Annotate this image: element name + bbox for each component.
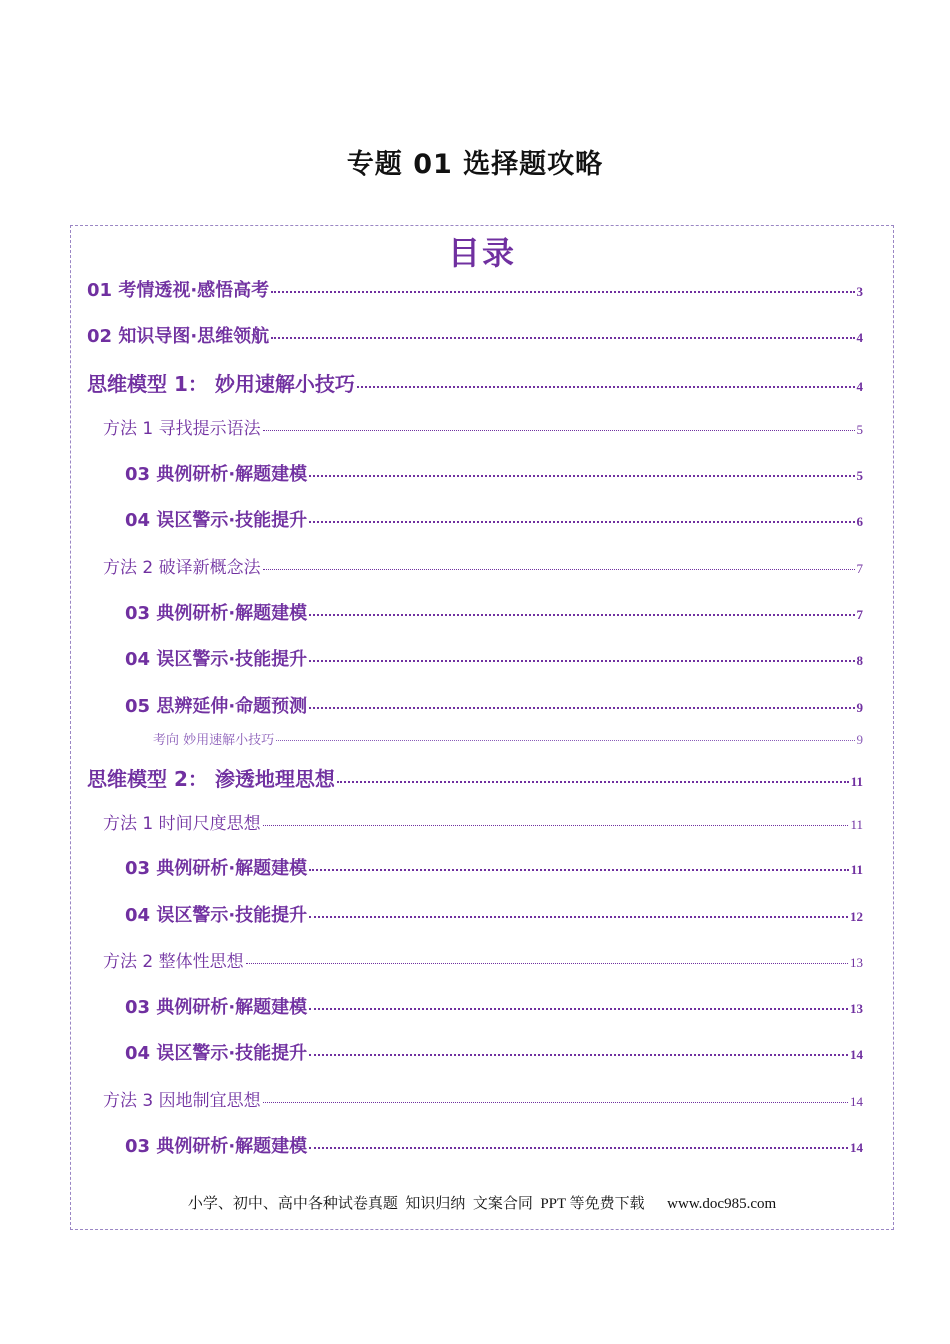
toc-leader-dots	[309, 1147, 848, 1149]
toc-entry-label: 方法 1 时间尺度思想	[103, 814, 261, 834]
toc-page-number: 14	[850, 1140, 863, 1155]
toc-entry-label: 05 思辨延伸·命题预测	[125, 696, 308, 717]
toc-entry[interactable]	[125, 599, 863, 625]
toc-page-number: 9	[856, 732, 863, 747]
toc-leader-dots	[309, 660, 854, 662]
toc-entry-label: 方法 3 因地制宜思想	[103, 1091, 261, 1111]
toc-entry[interactable]	[125, 1039, 863, 1065]
toc-entry-label: 03 典例研析·解题建模	[125, 858, 308, 879]
toc-leader-dots	[309, 869, 849, 871]
toc-leader-dots	[263, 430, 855, 431]
toc-entry[interactable]	[125, 993, 863, 1019]
footer-text: 小学、初中、高中各种试卷真题 知识归纳 文案合同 PPT 等免费下载 www.doc985.com	[187, 1196, 777, 1212]
toc-entry[interactable]	[125, 1132, 863, 1158]
toc-entry-label: 03 典例研析·解题建模	[125, 1136, 308, 1157]
toc-page-number: 3	[856, 284, 863, 299]
toc-entry-label: 方法 2 破译新概念法	[103, 558, 261, 578]
toc-page-number: 14	[850, 1047, 863, 1062]
toc-entry[interactable]	[103, 553, 863, 578]
toc-entry[interactable]	[125, 692, 863, 718]
toc-leader-dots	[263, 825, 849, 826]
toc-entry[interactable]	[125, 506, 863, 532]
toc-entry[interactable]	[153, 729, 863, 748]
toc-entry[interactable]	[87, 322, 863, 348]
toc-page-number: 7	[856, 607, 863, 622]
toc-page-number: 9	[856, 700, 863, 715]
toc-page-number: 4	[856, 330, 863, 345]
toc-entry-label: 04 误区警示·技能提升	[125, 510, 308, 531]
toc-page-number: 5	[856, 422, 863, 437]
toc-entry[interactable]	[103, 947, 863, 972]
toc-page-number: 6	[856, 514, 863, 529]
toc-entry-label: 03 典例研析·解题建模	[125, 997, 308, 1018]
toc-entry-label: 03 典例研析·解题建模	[125, 464, 308, 485]
toc-entry[interactable]	[103, 809, 863, 834]
toc-entry-label: 思维模型 2： 渗透地理思想	[87, 767, 335, 791]
toc-page-number: 11	[850, 774, 863, 789]
toc-leader-dots	[246, 963, 848, 964]
toc-leader-dots	[263, 1102, 848, 1103]
toc-entry[interactable]	[125, 901, 863, 927]
toc-leader-dots	[309, 614, 854, 616]
toc-entry[interactable]	[125, 854, 863, 880]
toc-entry-label: 01 考情透视·感悟高考	[87, 280, 270, 301]
toc-leader-dots	[309, 475, 854, 477]
toc-leader-dots	[271, 291, 854, 293]
toc-page-number: 14	[850, 1094, 863, 1109]
toc-page-number: 13	[850, 1001, 863, 1016]
toc-entry[interactable]	[125, 645, 863, 671]
toc-entry-label: 03 典例研析·解题建模	[125, 603, 308, 624]
toc-entry-label: 思维模型 1： 妙用速解小技巧	[87, 372, 355, 396]
toc-leader-dots	[337, 781, 849, 783]
toc-heading: 目录	[447, 234, 516, 272]
toc-leader-dots	[309, 1008, 848, 1010]
toc-leader-dots	[271, 337, 854, 339]
toc-entry-label: 04 误区警示·技能提升	[125, 649, 308, 670]
toc-entry-label: 04 误区警示·技能提升	[125, 905, 308, 926]
toc-page-number: 13	[850, 955, 863, 970]
toc-entry-label: 02 知识导图·思维领航	[87, 326, 270, 347]
toc-leader-dots	[309, 1054, 848, 1056]
toc-page-number: 8	[856, 653, 863, 668]
toc-entry-label: 方法 1 寻找提示语法	[103, 419, 261, 439]
toc-entry[interactable]	[103, 1086, 863, 1111]
toc-leader-dots	[276, 740, 854, 741]
toc-entry[interactable]	[87, 763, 863, 792]
toc-entry-label: 方法 2 整体性思想	[103, 952, 244, 972]
toc-page-number: 11	[850, 817, 863, 832]
toc-page-number: 4	[856, 379, 863, 394]
toc-entry[interactable]	[87, 368, 863, 397]
toc-leader-dots	[309, 707, 854, 709]
toc-entry[interactable]	[103, 414, 863, 439]
toc-page-number: 5	[856, 468, 863, 483]
toc-entry-label: 考向 妙用速解小技巧	[153, 733, 275, 748]
toc-page-number: 7	[856, 561, 863, 576]
toc-entry-label: 04 误区警示·技能提升	[125, 1043, 308, 1064]
toc-page-number: 11	[850, 862, 863, 877]
toc-entry[interactable]	[125, 460, 863, 486]
table-of-contents	[70, 225, 894, 1230]
toc-entry[interactable]	[87, 276, 863, 302]
toc-leader-dots	[309, 916, 848, 918]
toc-leader-dots	[309, 521, 854, 523]
toc-leader-dots	[357, 386, 855, 388]
document-title: 专题 01 选择题攻略	[346, 149, 604, 180]
toc-leader-dots	[263, 569, 855, 570]
toc-page-number: 12	[850, 909, 863, 924]
